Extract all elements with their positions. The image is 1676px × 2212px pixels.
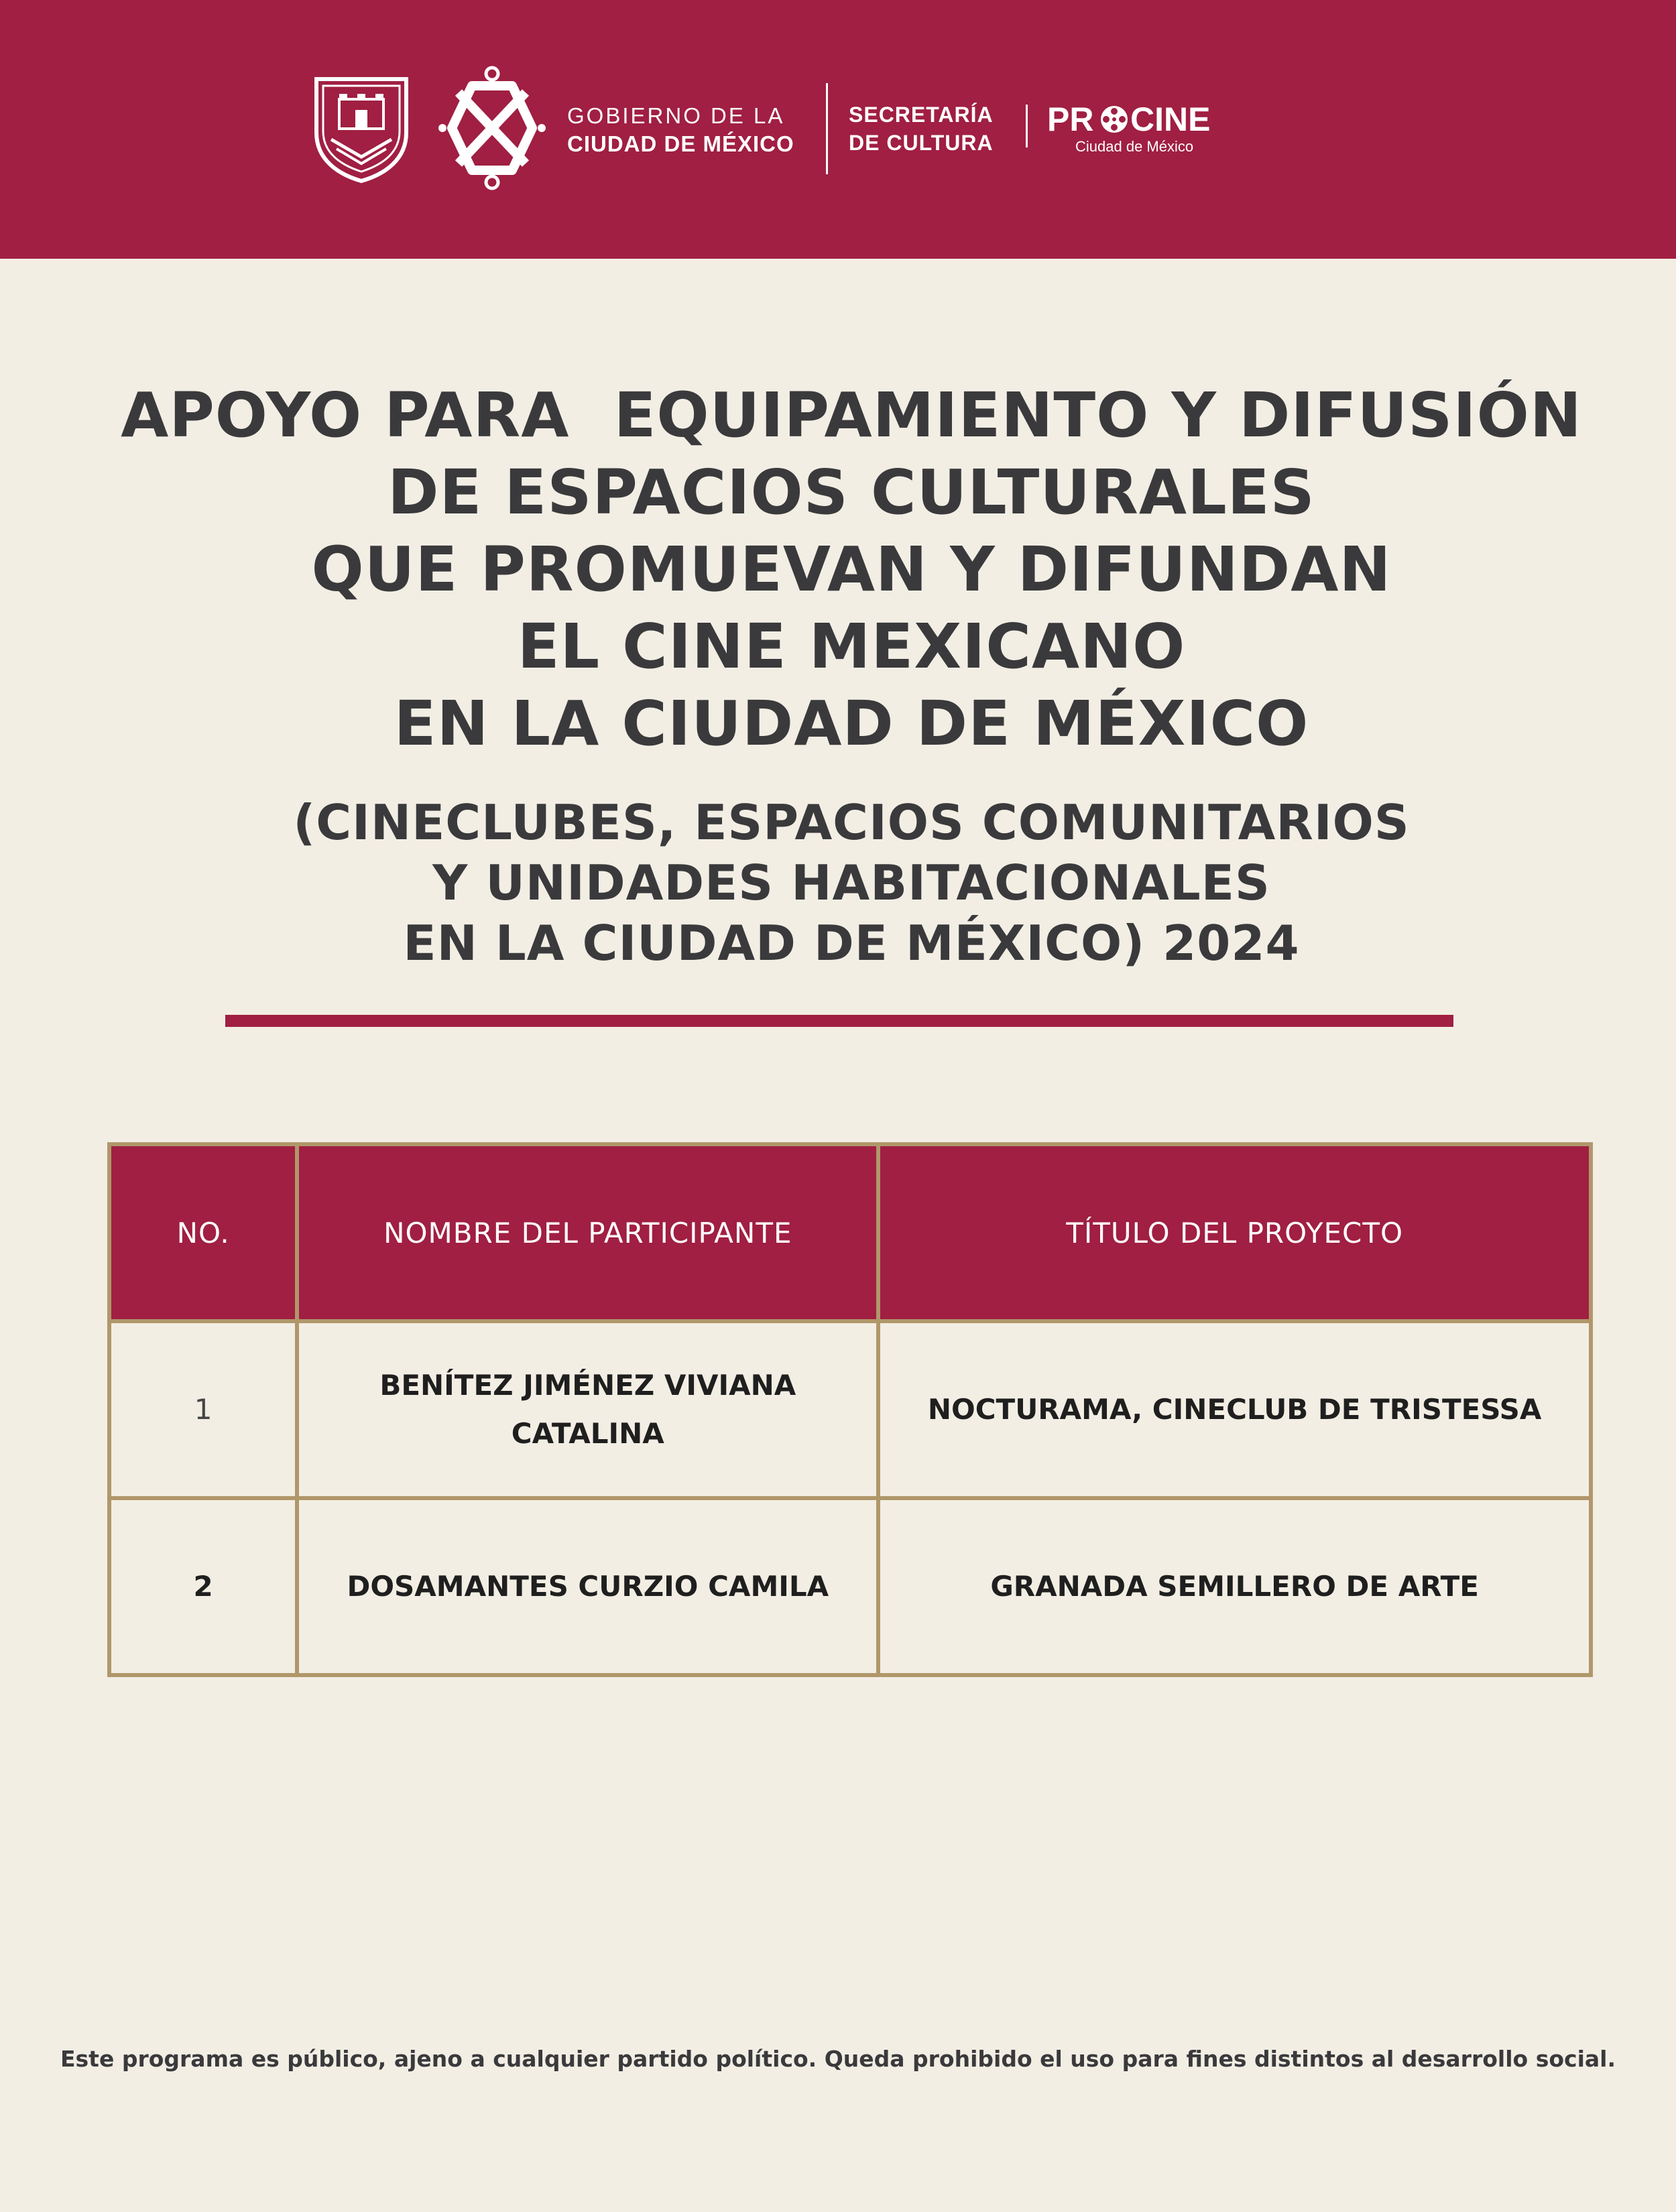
column-header-number: NO.	[109, 1144, 297, 1321]
secretaria-name	[849, 101, 994, 157]
header-banner	[0, 0, 1676, 259]
header-divider	[1026, 105, 1028, 147]
results-table	[107, 1142, 1593, 1677]
title-line-3: QUE PROMUEVAN Y DIFUNDAN	[311, 534, 1392, 605]
title-line-5: EN LA CIUDAD DE MÉXICO	[394, 688, 1309, 759]
table-header-row	[109, 1144, 1591, 1321]
subtitle-line-3: EN LA CIUDAD DE MÉXICO) 2024	[403, 915, 1300, 971]
subtitle-line-1: (CINECLUBES, ESPACIOS COMUNITARIOS	[293, 794, 1410, 851]
legal-disclaimer: Este programa es público, ajeno a cualquier partido político. Queda prohibido el uso para fines distintos al desarrollo social.	[60, 2046, 1616, 2072]
column-header-participant: NOMBRE DEL PARTICIPANTE	[297, 1144, 878, 1321]
government-line-2: CIUDAD DE MÉXICO	[567, 131, 794, 156]
cdmx-knot-logo-icon	[438, 66, 546, 190]
project-title: NOCTURAMA, CINECLUB DE TRISTESSA	[878, 1321, 1591, 1498]
procine-logo	[1047, 101, 1248, 161]
cdmx-coat-of-arms-icon	[312, 75, 410, 184]
title-line-1: APOYO PARA EQUIPAMIENTO Y DIFUSIÓN	[121, 379, 1582, 451]
row-number: 2	[109, 1498, 297, 1675]
row-number: 1	[109, 1321, 297, 1498]
project-title: GRANADA SEMILLERO DE ARTE	[878, 1498, 1591, 1675]
subtitle-line-2: Y UNIDADES HABITACIONALES	[432, 855, 1270, 911]
title-line-4: EL CINE MEXICANO	[517, 611, 1186, 682]
government-line-1: GOBIERNO DE LA	[567, 103, 785, 128]
film-reel-icon	[1099, 105, 1129, 134]
secretaria-line-1: SECRETARÍA	[849, 103, 994, 127]
procine-cine-text: CINE	[1130, 101, 1211, 138]
page-subtitle	[40, 792, 1663, 973]
procine-pro-text: PR	[1047, 101, 1094, 138]
column-header-project: TÍTULO DEL PROYECTO	[878, 1144, 1591, 1321]
government-name	[567, 102, 794, 158]
table-row	[109, 1321, 1591, 1498]
header-divider	[826, 83, 828, 174]
table-row	[109, 1498, 1591, 1675]
title-divider	[225, 1015, 1453, 1027]
procine-subtitle: Ciudad de México	[1075, 138, 1194, 155]
header-logos	[0, 0, 1676, 259]
secretaria-line-2: DE CULTURA	[849, 131, 994, 155]
title-line-2: DE ESPACIOS CULTURALES	[387, 456, 1315, 528]
participant-name: DOSAMANTES CURZIO CAMILA	[297, 1498, 878, 1675]
participant-name: BENÍTEZ JIMÉNEZ VIVIANA CATALINA	[297, 1321, 878, 1498]
page-title	[40, 377, 1663, 762]
